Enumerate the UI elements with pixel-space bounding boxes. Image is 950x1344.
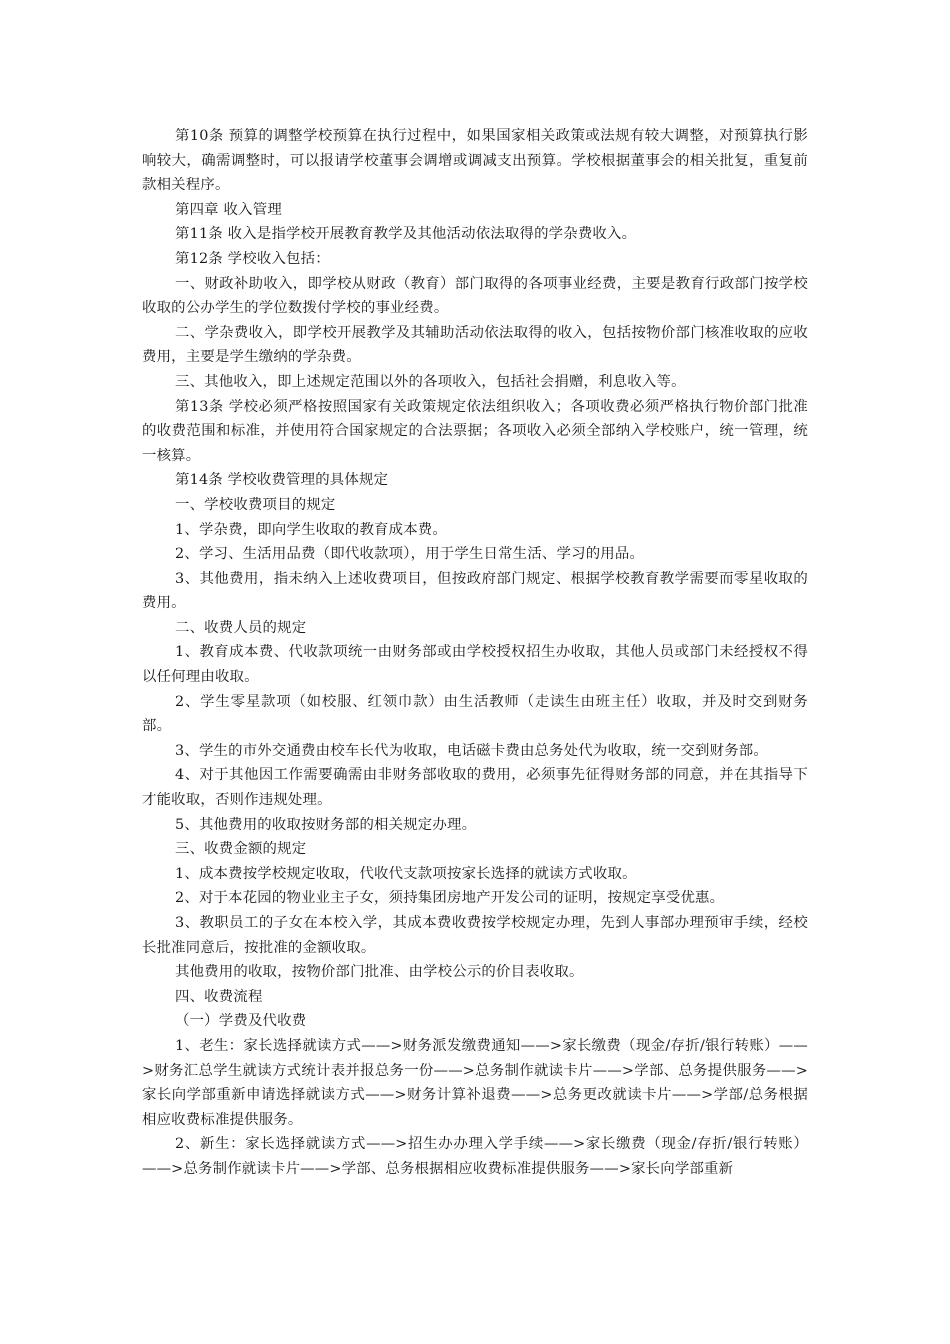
process-subheading-tuition: （一）学费及代收费: [175, 1013, 307, 1030]
chapter-4-heading: 第四章 收入管理: [175, 201, 282, 218]
section-1-fee-items: 一、学校收费项目的规定: [175, 496, 336, 513]
income-item-2-tuition: 二、学杂费收入，即学校开展教学及其辅助活动依法取得的收入，包括按物价部门核准收取的应收费用，主要是学生缴纳的学杂费。: [142, 324, 808, 366]
collector-rule-2: 2、学生零星款项（如校服、红领巾款）由生活教师（走读生由班主任）收取，并及时交到财务部。: [142, 693, 808, 735]
collector-rule-1: 1、教育成本费、代收款项统一由财务部或由学校授权招生办收取，其他人员或部门未经授权不得以任何理由收取。: [142, 644, 808, 686]
amount-rule-3: 3、教职员工的子女在本校入学，其成本费收费按学校规定办理，先到人事部办理预审手续，经校长批准同意后，按批准的金额收取。: [142, 915, 808, 956]
amount-rule-1: 1、成本费按学校规定收取，代收代支款项按家长选择的就读方式收取。: [175, 865, 637, 882]
amount-rule-2: 2、对于本花园的物业业主子女，须持集团房地产开发公司的证明，按规定享受优惠。: [175, 890, 725, 907]
fee-item-2: 2、学习、生活用品费（即代收款项），用于学生日常生活、学习的用品。: [175, 546, 645, 563]
section-3-amounts: 三、收费金额的规定: [175, 841, 307, 858]
article-10-budget-adjustment: 第10条 预算的调整学校预算在执行过程中，如果国家相关政策或法规有较大调整，对预算执行影响较大，确需调整时，可以报请学校董事会调增或调减支出预算。学校根据董事会的相关批复，重复前款相关程序。: [142, 128, 808, 194]
income-item-1-fiscal-subsidy: 一、财政补助收入，即学校从财政（教育）部门取得的各项事业经费，主要是教育行政部门按学校收取的公办学生的学位数拨付学校的事业经费。: [142, 275, 808, 317]
amount-rule-other: 其他费用的收取，按物价部门批准、由学校公示的价目表收取。: [175, 964, 584, 981]
section-4-process: 四、收费流程: [175, 988, 263, 1005]
process-new-students: 2、新生：家长选择就读方式——>招生办办理入学手续——>家长缴费（现金/存折/银行转账）——>总务制作就读卡片——>学部、总务根据相应收费标准提供服务——>家长向学部重新: [142, 1136, 808, 1177]
collector-rule-3: 3、学生的市外交通费由校车长代为收取，电话磁卡费由总务处代为收取，统一交到财务部。: [175, 742, 768, 759]
article-14-heading: 第14条 学校收费管理的具体规定: [175, 472, 389, 489]
document-body: [142, 124, 808, 1182]
article-11: 第11条 收入是指学校开展教育教学及其他活动依法取得的学杂费收入。: [175, 226, 637, 243]
article-12: 第12条 学校收入包括：: [175, 250, 330, 267]
fee-item-3: 3、其他费用，指未纳入上述收费项目，但按政府部门规定、根据学校教育教学需要而零星收取的费用。: [142, 570, 808, 612]
article-13: 第13条 学校必须严格按照国家有关政策规定依法组织收入；各项收费必须严格执行物价部门批准的收费范围和标准，并使用符合国家规定的合法票据；各项收入必须全部纳入学校账户，统一管理，统一核算。: [142, 398, 808, 464]
collector-rule-4: 4、对于其他因工作需要确需由非财务部收取的费用，必须事先征得财务部的同意，并在其指导下才能收取，否则作违规处理。: [142, 767, 808, 809]
collector-rule-5: 5、其他费用的收取按财务部的相关规定办理。: [175, 816, 477, 833]
section-2-collectors: 二、收费人员的规定: [175, 619, 307, 636]
income-item-3-other: 三、其他收入，即上述规定范围以外的各项收入，包括社会捐赠，利息收入等。: [175, 373, 686, 390]
process-returning-students: 1、老生：家长选择就读方式——>财务派发缴费通知——>家长缴费（现金/存折/银行转账）——>财务汇总学生就读方式统计表并报总务一份——>总务制作就读卡片——>学部、总务提供服务——>家长向学部重新申请选择就读方式——>财务计算补退费——>总务更改就读卡片——>学部/总务根据相应收费标准提供服务。: [142, 1037, 808, 1128]
fee-item-1: 1、学杂费，即向学生收取的教育成本费。: [175, 521, 447, 538]
